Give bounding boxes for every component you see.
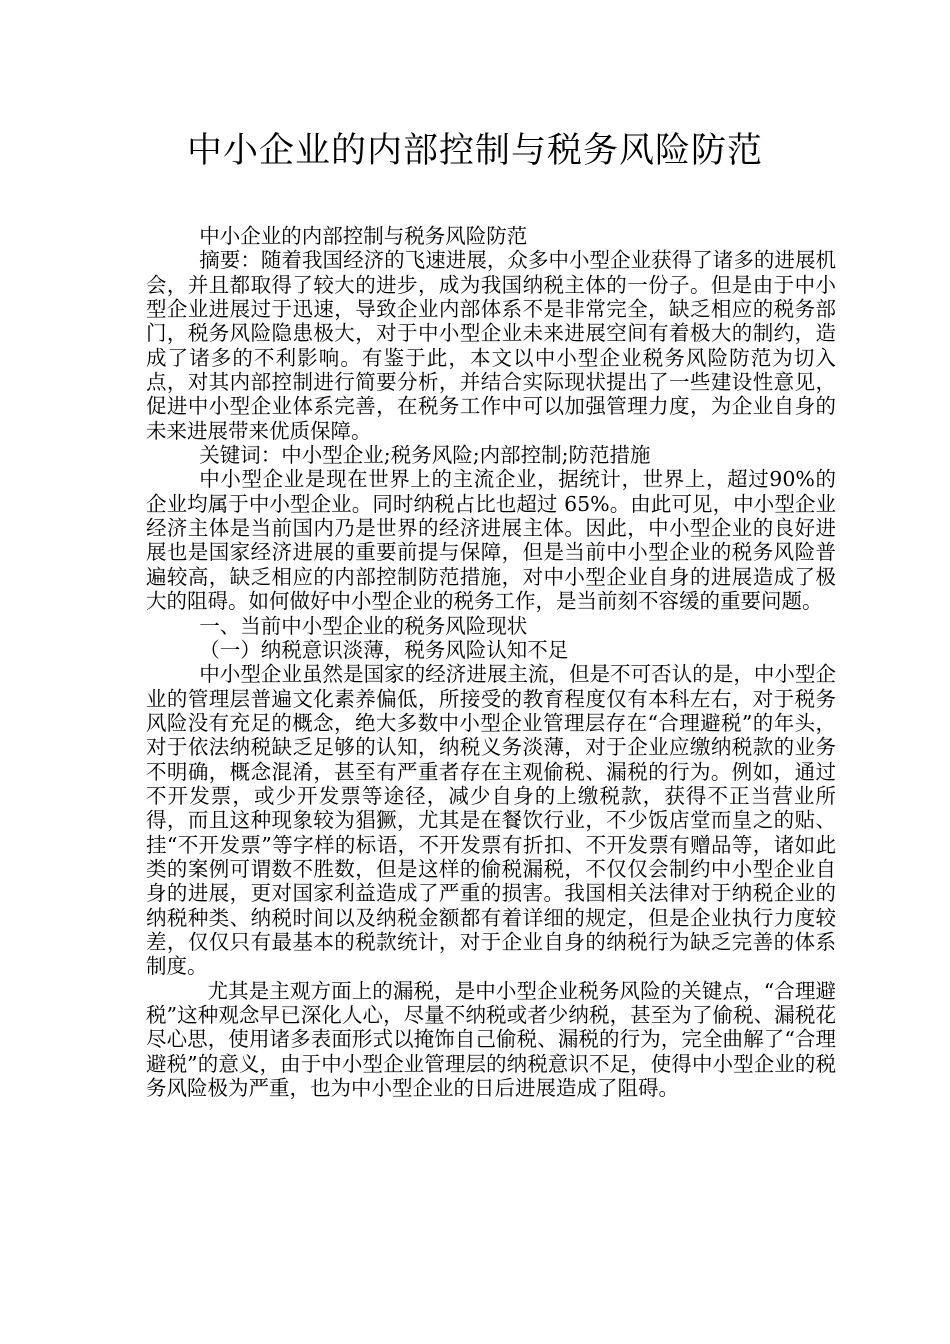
subsection-heading-1: （一）纳税意识淡薄，税务风险认知不足 — [199, 637, 569, 662]
paragraph-abstract: 摘要：随着我国经济的飞速进展，众多中小型企业获得了诸多的进展机会，并且都取得了较大的进步，成为我国纳税主体的一份子。但是由于中小型企业进展过于迅速，导致企业内部体系不是非常完全，缺乏相应的税务部门，税务风险隐患极大，对于中小型企业未来进展空间有着极大的制约，造成了诸多的不利影响。有鉴于此，本文以中小型企业税务风险防范为切入点，对其内部控制进行简要分析，并结合实际现状提出了一些建设性意见，促进中小型企业体系完善，在税务工作中可以加强管理力度，为企业自身的未来进展带来优质保障。 — [146, 248, 836, 443]
paragraph-keywords: 关键词：中小型企业;税务风险;内部控制;防范措施 — [199, 443, 651, 468]
section-heading-1: 一、当前中小型企业的税务风险现状 — [199, 613, 528, 638]
document-body — [146, 224, 836, 1100]
paragraph-intro: 中小型企业是现在世界上的主流企业，据统计，世界上，超过90%的企业均属于中小型企业。同时纳税占比也超过 65%。由此可见，中小型企业经济主体是当前国内乃是世界的经济进展主体。因此，中小型企业的良好进展也是国家经济进展的重要前提与保障，但是当前中小型企业的税务风险普遍较高，缺乏相应的内部控制防范措施，对中小型企业自身的进展造成了极大的阻碍。如何做好中小型企业的税务工作，是当前刻不容缓的重要问题。 — [146, 467, 836, 614]
document-title: 中小企业的内部控制与税务风险防范 — [186, 131, 763, 171]
paragraph-subtitle: 中小企业的内部控制与税务风险防范 — [199, 224, 528, 248]
paragraph-body-2: 尤其是主观方面上的漏税，是中小型企业税务风险的关键点，“合理避税”这种观念早已深化人心，尽量不纳税或者少纳税，甚至为了偷税、漏税花尽心思，使用诸多表面形式以掩饰自己偷税、漏税的行为，完全曲解了“合理避税”的意义，由于中小型企业管理层的纳税意识不足，使得中小型企业的税务风险极为严重，也为中小型企业的日后进展造成了阻碍。 — [146, 978, 836, 1101]
paragraph-body-1: 中小型企业虽然是国家的经济进展主流，但是不可否认的是，中小型企业的管理层普遍文化素养偏低，所接受的教育程度仅有本科左右，对于税务风险没有充足的概念，绝大多数中小型企业管理层存在“合理避税”的年头，对于依法纳税缺乏足够的认知，纳税义务淡薄，对于企业应缴纳税款的业务不明确，概念混淆，甚至有严重者存在主观偷税、漏税的行为。例如，通过不开发票，或少开发票等途径，减少自身的上缴税款，获得不正当营业所得，而且这种现象较为猖獗，尤其是在餐饮行业，不少饭店堂而皇之的贴、挂“不开发票”等字样的标语，不开发票有折扣、不开发票有赠品等，诸如此类的案例可谓数不胜数，但是这样的偷税漏税，不仅仅会制约中小型企业自身的进展，更对国家利益造成了严重的损害。我国相关法律对于纳税企业的纳税种类、纳税时间以及纳税金额都有着详细的规定，但是企业执行力度较差，仅仅只有最基本的税款统计，对于企业自身的纳税行为缺乏完善的体系制度。 — [146, 662, 836, 979]
